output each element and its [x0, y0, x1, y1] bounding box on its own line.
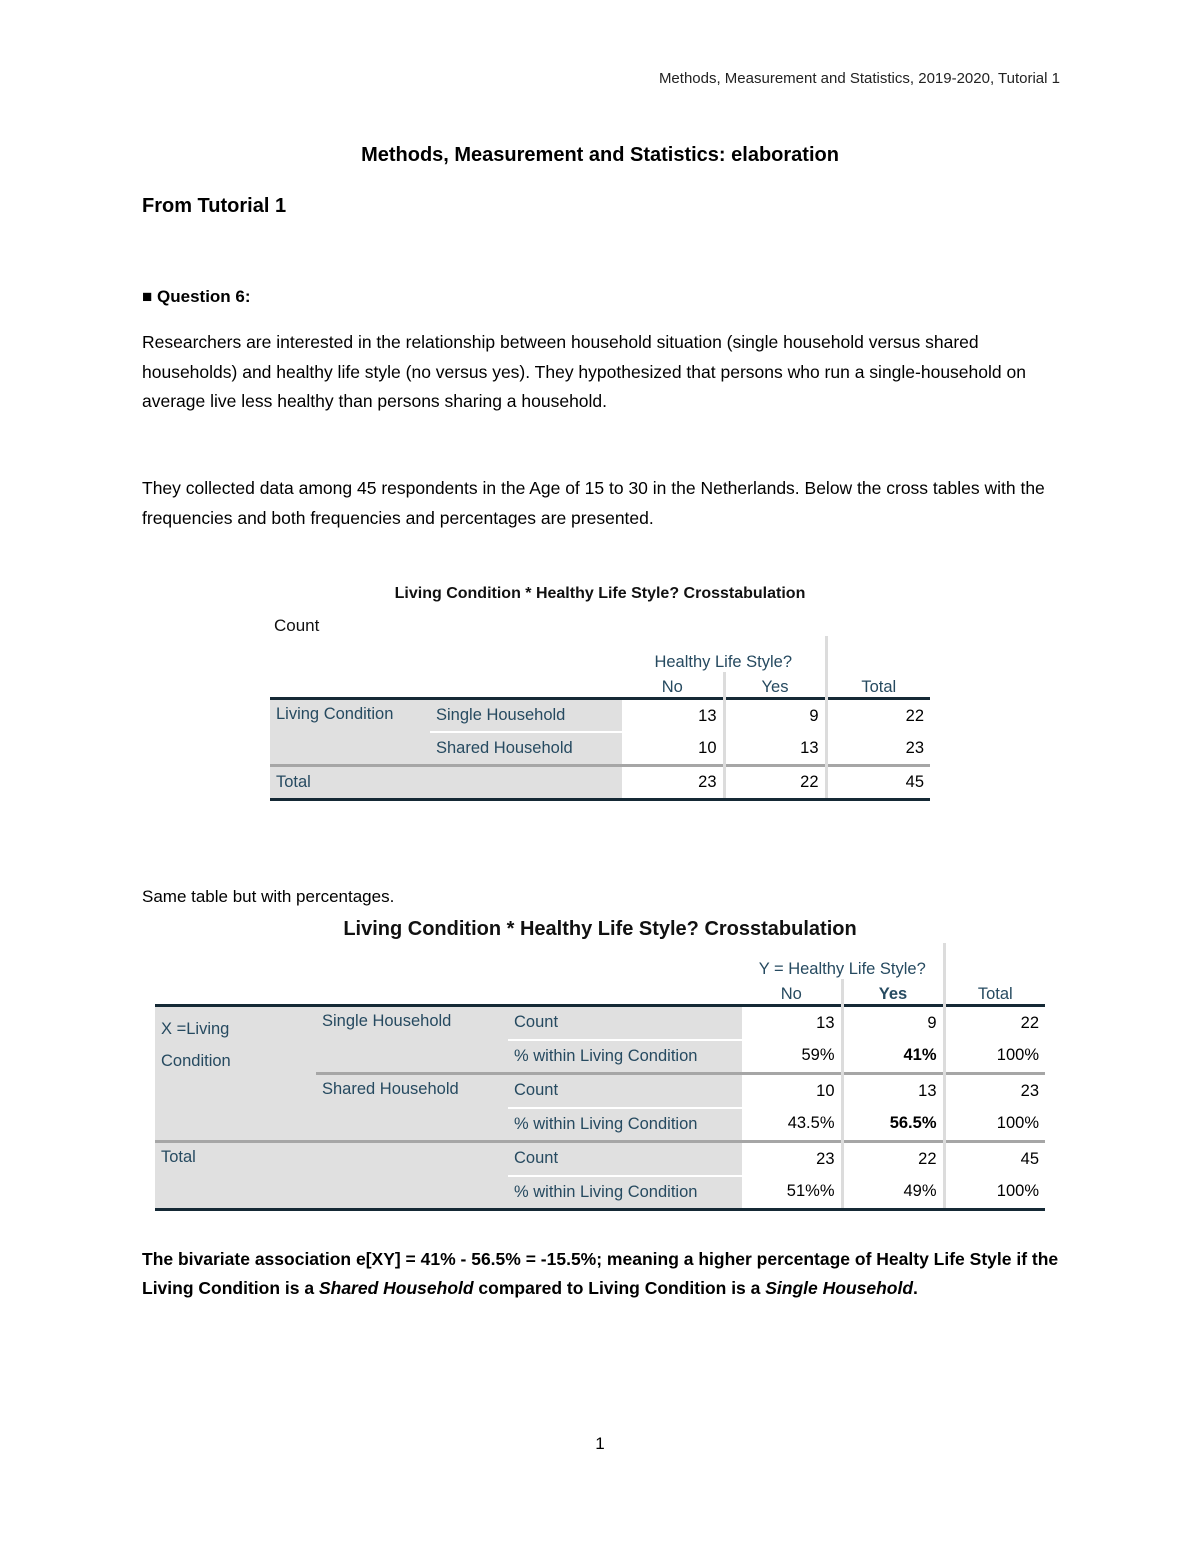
row-variable-label: Living Condition: [270, 699, 430, 766]
conclusion-paragraph: [142, 1245, 1082, 1303]
group-label: Shared Household: [316, 1074, 508, 1142]
table-cell: 13: [842, 1074, 944, 1108]
table-cell: 49%: [842, 1176, 944, 1210]
column-header-no: No: [742, 979, 842, 1006]
statistic-label: % within Living Condition: [508, 1176, 742, 1210]
table-cell: 22: [944, 1006, 1045, 1040]
conclusion-text: .: [913, 1278, 918, 1298]
crosstab-percentages-table: [155, 943, 1045, 1211]
table-cell: 45: [944, 1142, 1045, 1176]
table-cell: 43.5%: [742, 1108, 842, 1142]
table1-title: Living Condition * Healthy Life Style? Crosstabulation: [394, 585, 806, 602]
table-cell: 10: [622, 732, 724, 766]
intro-paragraph: Researchers are interested in the relationship between household situation (single household versus shared households) and healthy life style (no versus yes). They hypothesized that persons who run a single-household on average live less healthy than persons sharing a household.: [142, 332, 1026, 411]
statistic-label: % within Living Condition: [508, 1108, 742, 1142]
table-cell: 45: [826, 766, 930, 800]
table-cell: 51%%: [742, 1176, 842, 1210]
column-header-yes: Yes: [724, 672, 826, 699]
table-cell: 100%: [944, 1176, 1045, 1210]
table-cell: 9: [724, 699, 826, 733]
table-cell: 23: [826, 732, 930, 766]
table-cell: 9: [842, 1006, 944, 1040]
conclusion-emphasis: Single Household: [765, 1278, 914, 1298]
column-header-no: No: [622, 672, 724, 699]
statistic-label: Count: [508, 1006, 742, 1040]
table-cell: 10: [742, 1074, 842, 1108]
row-label: Single Household: [430, 699, 622, 733]
row-label: Shared Household: [430, 732, 622, 766]
question-heading: [142, 287, 251, 307]
page-number: 1: [595, 1434, 605, 1453]
table-cell: 23: [742, 1142, 842, 1176]
table-cell: 13: [724, 732, 826, 766]
total-row-label: Total: [270, 766, 622, 800]
same-table-note: Same table but with percentages.: [142, 887, 395, 906]
document-title: Methods, Measurement and Statistics: elaboration: [361, 144, 839, 166]
data-paragraph: They collected data among 45 respondents in the Age of 15 to 30 in the Netherlands. Below the cross tables with the frequencies and both frequencies and percentages are presented.: [142, 478, 1045, 528]
column-header-total: Total: [944, 979, 1045, 1006]
column-group-header: Healthy Life Style?: [622, 636, 826, 672]
column-header-total: Total: [826, 672, 930, 699]
square-bullet-icon: ■: [142, 287, 153, 306]
total-row-label: Total: [155, 1142, 508, 1210]
section-subtitle: From Tutorial 1: [142, 195, 287, 217]
table-cell: 23: [622, 766, 724, 800]
conclusion-emphasis: Shared Household: [318, 1278, 474, 1298]
table-cell: 23: [944, 1074, 1045, 1108]
table-cell: 41%: [842, 1040, 944, 1074]
question-label: Question 6:: [157, 287, 251, 306]
column-header-yes: Yes: [842, 979, 944, 1006]
table-cell: 22: [842, 1142, 944, 1176]
table-cell: 100%: [944, 1108, 1045, 1142]
statistic-label: Count: [508, 1142, 742, 1176]
table-cell: 13: [622, 699, 724, 733]
running-header: Methods, Measurement and Statistics, 2019-2020, Tutorial 1: [658, 70, 1060, 87]
table-cell: 13: [742, 1006, 842, 1040]
column-group-header: Y = Healthy Life Style?: [742, 943, 944, 979]
statistic-label: % within Living Condition: [508, 1040, 742, 1074]
table2-title: Living Condition * Healthy Life Style? Crosstabulation: [343, 918, 857, 940]
table-cell: 56.5%: [842, 1108, 944, 1142]
table-cell: 22: [826, 699, 930, 733]
table-cell: 22: [724, 766, 826, 800]
table1-statistic-label: Count: [274, 616, 320, 635]
group-label: Single Household: [316, 1006, 508, 1074]
conclusion-text: The bivariate association e[XY] = 41% - 56.5% = -15.5%; meaning a higher percentage of Healty Life Style if the Living Condition is a: [142, 1249, 1059, 1298]
table-cell: 100%: [944, 1040, 1045, 1074]
conclusion-text: compared to Living Condition is a: [473, 1278, 766, 1298]
crosstab-counts-table: [270, 636, 930, 801]
statistic-label: Count: [508, 1074, 742, 1108]
table-cell: 59%: [742, 1040, 842, 1074]
row-variable-label: X =Living Condition: [155, 1006, 316, 1142]
